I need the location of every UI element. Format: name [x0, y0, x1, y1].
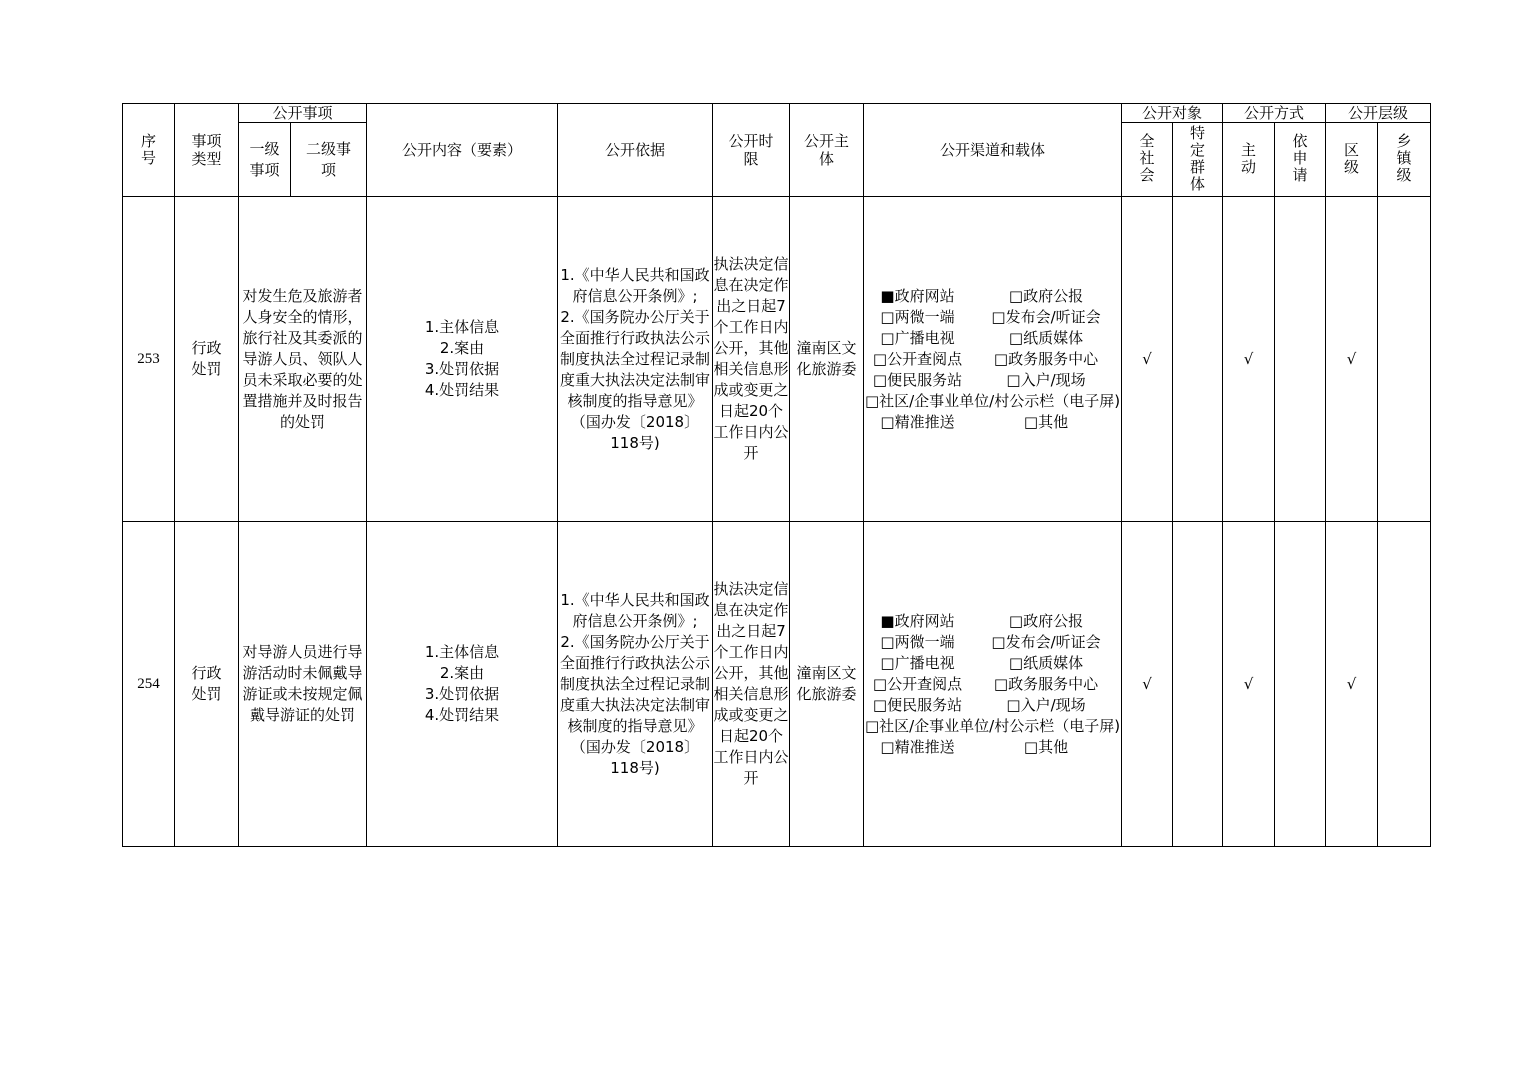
header-type: 事项类型 — [175, 104, 239, 197]
header-time-limit: 公开时限 — [713, 104, 790, 197]
row-item: 对发生危及旅游者人身安全的情形，旅行社及其委派的导游人员、领队人员未采取必要的处置措施并及时报告的处罚 — [239, 197, 367, 522]
row-channels — [864, 522, 1122, 847]
content-line: 2.案由 — [439, 664, 485, 682]
channel-line: □精准推送 □其他 — [880, 737, 1069, 756]
header-level-district: 区级 — [1326, 123, 1378, 197]
channel-line: □两微一端 □发布会/听证会 — [880, 632, 1101, 651]
channel-line: ■政府网站 □政府公报 — [880, 286, 1084, 305]
table-row — [123, 522, 1431, 847]
header-level-group: 公开层级 — [1326, 104, 1431, 123]
header-channels: 公开渠道和载体 — [864, 104, 1122, 197]
row-type: 行政处罚 — [175, 197, 239, 522]
basis-line: 1.《中华人民共和国政府信息公开条例》; — [560, 265, 710, 305]
content-line: 2.案由 — [439, 339, 485, 357]
row-type: 行政处罚 — [175, 522, 239, 847]
row-method-active: √ — [1223, 522, 1275, 847]
header-audience-group: 公开对象 — [1122, 104, 1223, 123]
content-line: 3.处罚依据 — [424, 360, 500, 378]
row-subject: 潼南区文化旅游委 — [790, 522, 864, 847]
row-method-active: √ — [1223, 197, 1275, 522]
channel-line: □社区/企事业单位/村公示栏（电子屏) — [864, 391, 1121, 410]
row-subject: 潼南区文化旅游委 — [790, 197, 864, 522]
content-line: 4.处罚结果 — [424, 381, 500, 399]
basis-line: 2.《国务院办公厅关于全面推行行政执法公示制度执法全过程记录制度重大执法决定法制审核制度的指导意见》（国办发〔2018〕118号) — [560, 307, 711, 452]
content-line: 1.主体信息 — [424, 318, 500, 336]
channel-line: □公开查阅点 □政务服务中心 — [872, 674, 1099, 693]
header-audience-specific: 特定群体 — [1173, 123, 1223, 197]
row-audience-all: √ — [1122, 197, 1173, 522]
channel-line: □社区/企事业单位/村公示栏（电子屏) — [864, 716, 1121, 735]
header-level2: 二级事项 — [291, 123, 367, 197]
header-method-group: 公开方式 — [1223, 104, 1326, 123]
channel-line: ■政府网站 □政府公报 — [880, 611, 1084, 630]
row-channels — [864, 197, 1122, 522]
header-content: 公开内容（要素） — [367, 104, 558, 197]
row-level-district: √ — [1326, 197, 1378, 522]
content-line: 3.处罚依据 — [424, 685, 500, 703]
header-items-group: 公开事项 — [239, 104, 367, 123]
row-audience-all: √ — [1122, 522, 1173, 847]
channel-line: □广播电视 □纸质媒体 — [880, 328, 1084, 347]
header-basis: 公开依据 — [558, 104, 713, 197]
basis-line: 2.《国务院办公厅关于全面推行行政执法公示制度执法全过程记录制度重大执法决定法制审核制度的指导意见》（国办发〔2018〕118号) — [560, 632, 711, 777]
channel-line: □两微一端 □发布会/听证会 — [880, 307, 1101, 326]
row-time-limit: 执法决定信息在决定作出之日起7个工作日内公开，其他相关信息形成或变更之日起20个工作日内公开 — [713, 522, 790, 847]
row-content — [367, 197, 558, 522]
row-method-request — [1275, 197, 1326, 522]
row-item: 对导游人员进行导游活动时未佩戴导游证或未按规定佩戴导游证的处罚 — [239, 522, 367, 847]
row-seq: 254 — [123, 522, 175, 847]
disclosure-table — [122, 103, 1431, 847]
channel-line: □广播电视 □纸质媒体 — [880, 653, 1084, 672]
header-level-town: 乡镇级 — [1378, 123, 1431, 197]
row-method-request — [1275, 522, 1326, 847]
channel-line: □公开查阅点 □政务服务中心 — [872, 349, 1099, 368]
header-row-top — [123, 104, 1431, 123]
row-level-district: √ — [1326, 522, 1378, 847]
content-line: 1.主体信息 — [424, 643, 500, 661]
row-audience-specific — [1173, 522, 1223, 847]
header-seq: 序号 — [123, 104, 175, 197]
header-audience-all: 全社会 — [1122, 123, 1173, 197]
row-seq: 253 — [123, 197, 175, 522]
channel-line: □便民服务站 □入户/现场 — [872, 695, 1086, 714]
channel-line: □精准推送 □其他 — [880, 412, 1069, 431]
row-basis — [558, 197, 713, 522]
channel-line: □便民服务站 □入户/现场 — [872, 370, 1086, 389]
row-time-limit: 执法决定信息在决定作出之日起7个工作日内公开，其他相关信息形成或变更之日起20个工作日内公开 — [713, 197, 790, 522]
header-method-request: 依申请 — [1275, 123, 1326, 197]
header-subject: 公开主体 — [790, 104, 864, 197]
content-line: 4.处罚结果 — [424, 706, 500, 724]
basis-line: 1.《中华人民共和国政府信息公开条例》; — [560, 590, 710, 630]
row-audience-specific — [1173, 197, 1223, 522]
table-row — [123, 197, 1431, 522]
row-content — [367, 522, 558, 847]
row-level-town — [1378, 522, 1431, 847]
row-basis — [558, 522, 713, 847]
header-method-active: 主动 — [1223, 123, 1275, 197]
header-level1: 一级事项 — [239, 123, 291, 197]
row-level-town — [1378, 197, 1431, 522]
